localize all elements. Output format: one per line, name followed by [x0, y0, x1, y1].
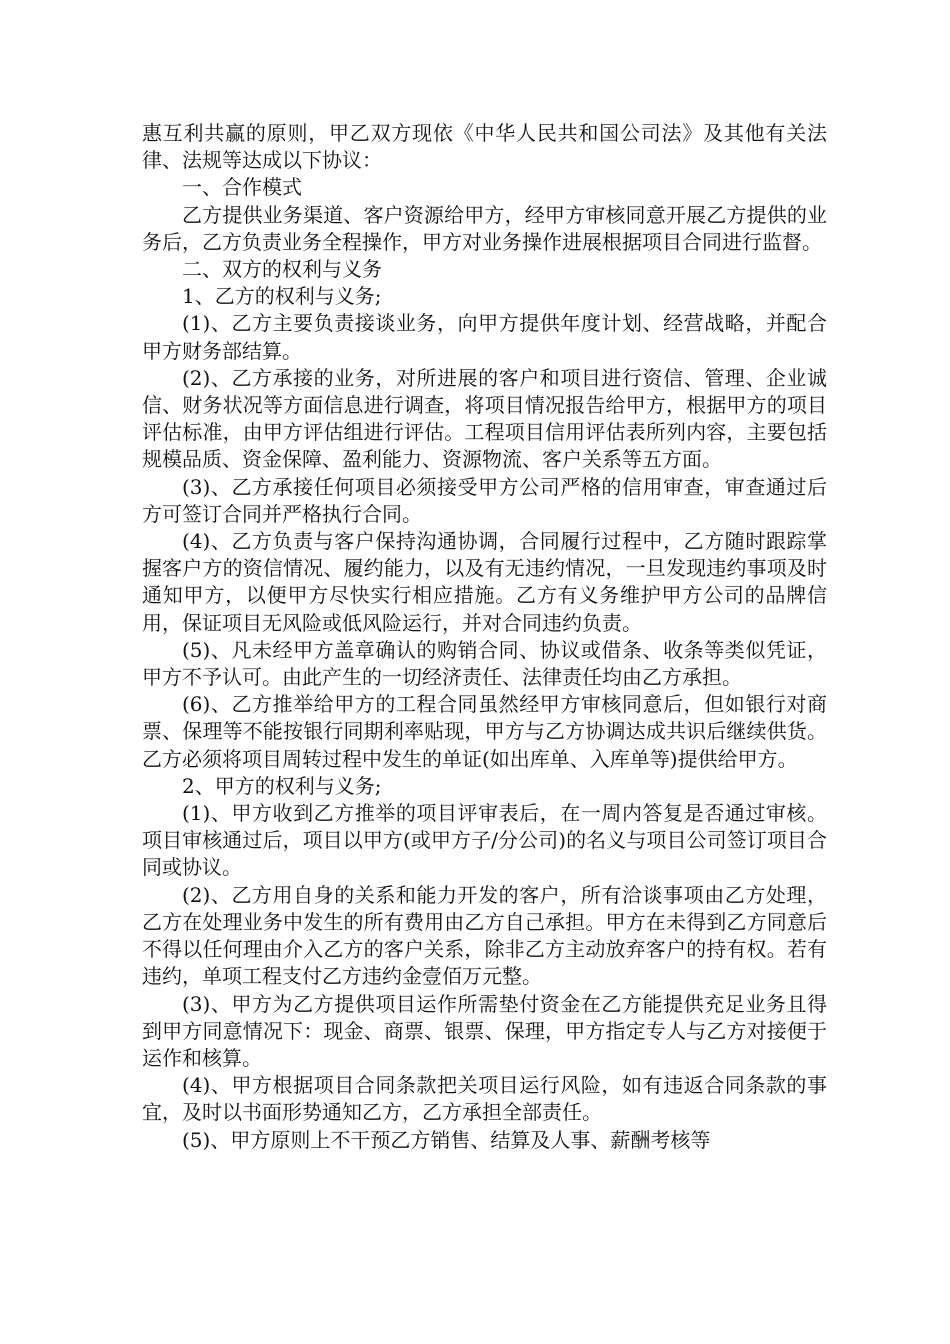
- subheading-party-b: 1、乙方的权利与义务;: [182, 284, 382, 309]
- document-body: [142, 120, 827, 1154]
- clause-a-5: (5)、甲方原则上不干预乙方销售、结算及人事、薪酬考核等: [182, 1127, 711, 1152]
- clause-b-4: (4)、乙方负责与客户保持沟通协调，合同履行过程中，乙方随时跟踪掌握客户方的资信情况、履约能力，以及有无违约情况，一旦发现违约事项及时通知甲方，以便甲方尽快实行相应措施。乙方有义务维护甲方公司的品牌信用，保证项目无风险或低风险运行，并对合同违约负责。: [142, 529, 827, 635]
- paragraph-intro: 惠互利共赢的原则，甲乙双方现依《中华人民共和国公司法》及其他有关法律、法规等达成以下协议：: [142, 121, 827, 173]
- paragraph-cooperation-mode: 乙方提供业务渠道、客户资源给甲方，经甲方审核同意开展乙方提供的业务后，乙方负责业务全程操作，甲方对业务操作进展根据项目合同进行监督。: [142, 202, 827, 254]
- clause-a-4: (4)、甲方根据项目合同条款把关项目运行风险，如有违返合同条款的事宜，及时以书面形势通知乙方，乙方承担全部责任。: [142, 1073, 827, 1125]
- clause-a-1: (1)、甲方收到乙方推举的项目评审表后，在一周内答复是否通过审核。项目审核通过后，项目以甲方(或甲方子/分公司)的名义与项目公司签订项目合同或协议。: [142, 801, 827, 880]
- subheading-party-a: 2、甲方的权利与义务;: [182, 773, 382, 798]
- clause-b-6: (6)、乙方推举给甲方的工程合同虽然经甲方审核同意后，但如银行对商票、保理等不能按银行同期利率贴现，甲方与乙方协调达成共识后继续供货。乙方必须将项目周转过程中发生的单证(如出库单、入库单等)提供给甲方。: [142, 692, 827, 771]
- clause-b-3: (3)、乙方承接任何项目必须接受甲方公司严格的信用审查，审查通过后方可签订合同并严格执行合同。: [142, 474, 827, 526]
- clause-b-5: (5)、凡未经甲方盖章确认的购销合同、协议或借条、收条等类似凭证，甲方不予认可。由此产生的一切经济责任、法律责任均由乙方承担。: [142, 637, 827, 690]
- clause-b-1: (1)、乙方主要负责接谈业务，向甲方提供年度计划、经营战略，并配合甲方财务部结算。: [142, 311, 827, 363]
- clause-a-2: (2)、乙方用自身的关系和能力开发的客户，所有洽谈事项由乙方处理，乙方在处理业务中发生的所有费用由乙方自己承担。甲方在未得到乙方同意后不得以任何理由介入乙方的客户关系，除非乙方主动放弃客户的持有权。若有违约，单项工程支付乙方违约金壹佰万元整。: [142, 882, 827, 989]
- clause-a-3: (3)、甲方为乙方提供项目运作所需垫付资金在乙方能提供充足业务且得到甲方同意情况下：现金、商票、银票、保理，甲方指定专人与乙方对接便于运作和核算。: [142, 991, 827, 1070]
- section-heading-rights-obligations: 二、双方的权利与义务: [182, 257, 382, 282]
- section-heading-cooperation-mode: 一、合作模式: [182, 175, 302, 200]
- clause-b-2: (2)、乙方承接的业务，对所进展的客户和项目进行资信、管理、企业诚信、财务状况等方面信息进行调查，将项目情况报告给甲方，根据甲方的项目评估标准，由甲方评估组进行评估。工程项目信用评估表所列内容，主要包括规模品质、资金保障、盈利能力、资源物流、客户关系等五方面。: [142, 365, 827, 472]
